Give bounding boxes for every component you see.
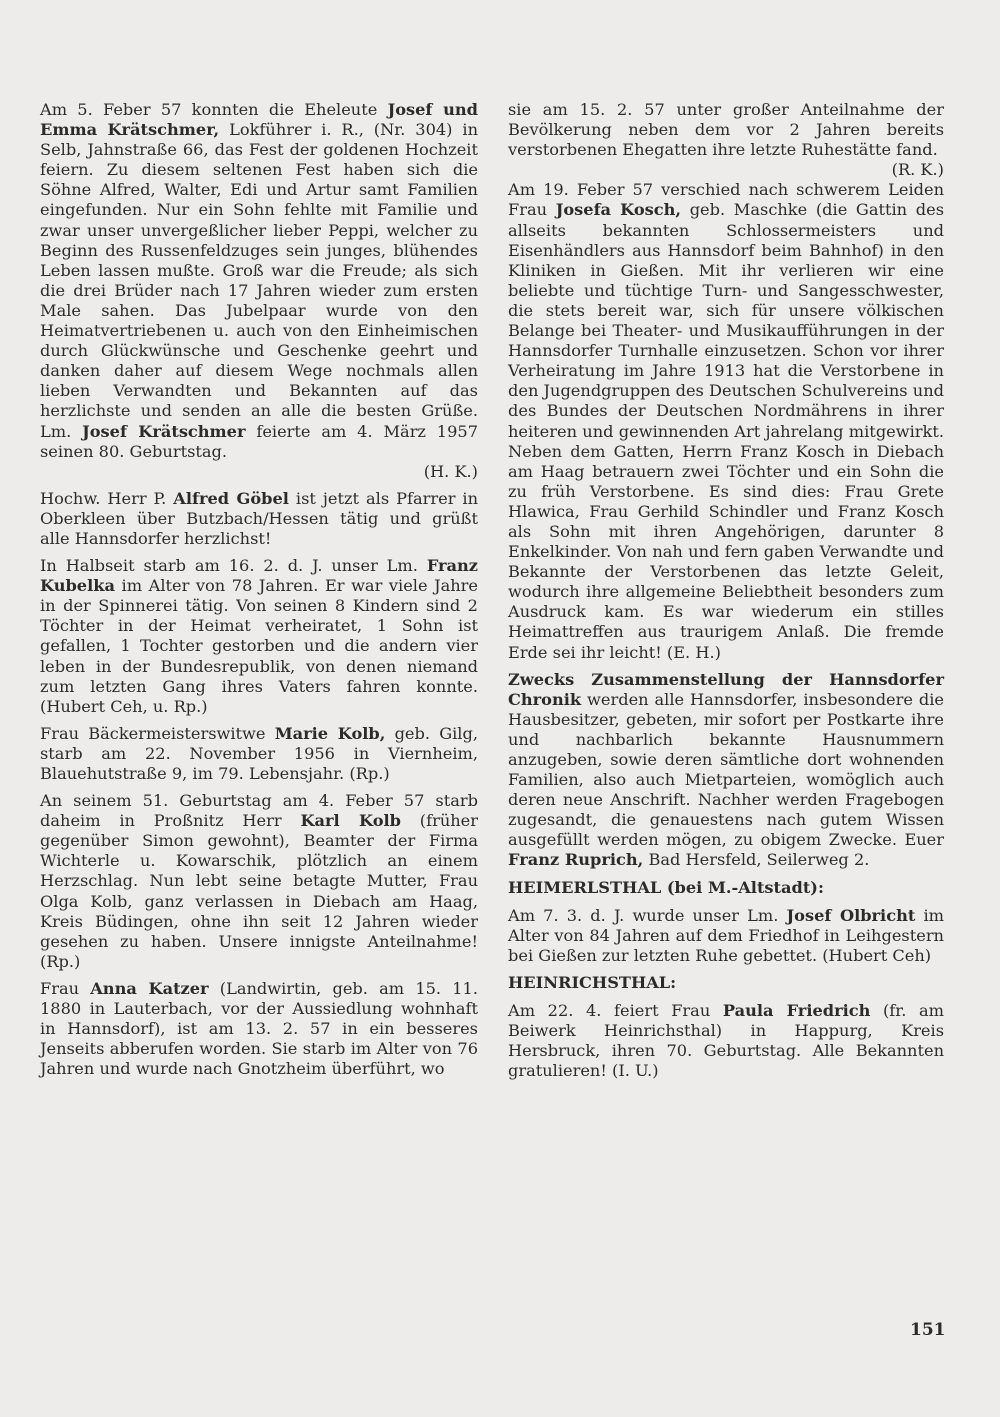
text: An seinem 51. Geburtstag am 4. Feber 57 starb daheim in Proßnitz Herr (40, 791, 478, 831)
text: Frau Bäckermeisterswitwe (40, 723, 275, 743)
article-kubelka (40, 556, 478, 717)
name: Alfred Göbel (173, 488, 289, 508)
name: Josef Krätschmer (82, 421, 246, 441)
text: im Alter von 84 Jahren auf dem Friedhof in Leihgestern bei Gießen zur letzten Ruhe gebettet. (Hubert Ceh) (508, 905, 944, 965)
text: geb. Maschke (die Gattin des allseits bekannten Schlossermeisters und Eisenhändlers aus Hannsdorf beim Bahnhof) in den Kliniken in Gießen. Mit ihr verlieren wir eine beliebte und tüchtige Turn- und Sangesschwester, die stets bereit war, sich für unsere völkischen Belange bei Theater- und Musikaufführungen in der Hannsdorfer Turnhalle einzusetzen. Schon vor ihrer Verheiratung im Jahre 1913 hat die Verstorbene in den Jugendgruppen des Deutschen Schulvereins und des Bundes der Deutschen Nordmährens in ihrer heiteren und gewinnenden Art jahrelang mitgewirkt. Neben dem Gatten, Herrn Franz Kosch in Diebach am Haag betrauern zwei Töchter und ein Sohn die zu früh Verstorbene. Es sind dies: Frau Grete Hlawica, Frau Gerhild Schindler und Franz Kosch als Sohn mit ihren Angehörigen, darunter 8 Enkelkinder. Von nah und fern gaben Verwandte und Bekannte der Verstorbenen das letzte Geleit, wodurch ihre allgemeine Beliebtheit besonders zum Ausdruck kam. Es war wiederum ein stilles Heimattreffen aus traurigem Anlaß. Die fremde Erde sei ihr leicht! (E. H.) (508, 200, 945, 662)
article-kraetschmer (40, 100, 478, 482)
text: Hochw. Herr P. (40, 488, 174, 508)
text: feierte am 4. März 1957 seinen 80. Geburtstag. (40, 421, 478, 461)
text: geb. Gilg, starb am 22. November 1956 in Viernheim, Blauehutstraße 9, im 79. Lebensjahr. (Rp.) (40, 723, 478, 783)
text: (Landwirtin, geb. am 15. 11. 1880 in Lauterbach, vor der Aussiedlung wohnhaft in Hannsdorf), ist am 13. 2. 57 in ein besseres Jenseits abberufen worden. Sie starb im Alter von 76 Jahren und wurde nach Gnotzheim überführt, wo (40, 978, 478, 1079)
section-heading: HEIMERLSTHAL (bei M.-Altstadt): (508, 877, 824, 897)
article-katzer (40, 979, 478, 1079)
name: Marie Kolb, (274, 723, 386, 743)
text: In Halbseit starb am 16. 2. d. J. unser Lm. (40, 556, 427, 576)
article-goebel (40, 489, 478, 549)
name: Josef Olbricht (786, 905, 916, 925)
article-friedrich (508, 1001, 944, 1081)
article-olbricht (508, 906, 944, 966)
name: Franz Ruprich, (508, 850, 644, 870)
name: Anna Katzer (90, 978, 209, 998)
text: ist jetzt als Pfarrer in Oberkleen über Butzbach/Hessen tätig und grüßt alle Hannsdorfer herzlichst! (40, 488, 479, 548)
text: Lokführer i. R., (Nr. 304) in Selb, Jahnstraße 66, das Fest der goldenen Hochzeit feiern. Zu diesem seltenen Fest haben sich die Söhne Alfred, Walter, Edi und Artur samt Familien eingefunden. Nur ein Sohn fehlte mit Familie und zwar unser unvergeßlicher lieber Peppi, welcher zu Beginn des Russenfeldzuges sein junges, blühendes Leben lassen mußte. Groß war die Freude; als sich die drei Brüder nach 17 Jahren wieder zum ersten Male sahen. Das Jubelpaar wurde von den Heimatvertriebenen u. auch von den Einheimischen durch Glückwünsche und Geschenke geehrt und danken daher auf diesem Wege nochmals allen lieben Verwandten und Bekannten auf das herzlichste und senden an alle die besten Grüße. Lm. (40, 120, 479, 441)
signature: (R. K.) (891, 160, 944, 180)
article-chronik (508, 670, 944, 871)
article-katzer-continued (508, 100, 944, 180)
right-column (508, 100, 944, 1088)
left-column (40, 100, 478, 1086)
signature: (H. K.) (423, 461, 478, 481)
name: Paula Friedrich (722, 1000, 871, 1020)
text: sie am 15. 2. 57 unter großer Anteilnahme der Bevölkerung neben dem vor 2 Jahren bereits verstorbenen Ehegatten ihre letzte Ruhestätte fand. (508, 100, 944, 160)
text: Bad Hersfeld, Seilerweg 2. (643, 850, 870, 870)
name: Josefa Kosch, (555, 200, 682, 220)
article-marie-kolb (40, 724, 478, 784)
text: Am 5. Feber 57 konnten die Eheleute (40, 100, 388, 119)
text: im Alter von 78 Jahren. Er war viele Jahre in der Spinnerei tätig. Von seinen 8 Kindern sind 2 Töchter in der Heimat verheiratet, 1 Sohn ist gefallen, 1 Tochter gestorben und die andern vier leben in der Bundesrepublik, von denen niemand zum letzten Gang ihres Vaters fahren konnte. (Hubert Ceh, u. Rp.) (40, 576, 478, 716)
name: Karl Kolb (300, 811, 401, 831)
text: werden alle Hannsdorfer, insbesondere die Hausbesitzer, gebeten, mir sofort per Postkarte ihre und nachbarlich bekannte Hausnummern anzugeben, sowie deren sämtliche dort wohnenden Familien, also auch Mietparteien, womöglich auch deren neue Anschrift. Nachher werden Fragebogen zugesandt, die genauestens nach gutem Wissen ausgefüllt werden mögen, zu obigem Zwecke. Euer (508, 689, 944, 850)
article-kosch (508, 180, 944, 662)
text: Am 7. 3. d. J. wurde unser Lm. (508, 905, 787, 925)
page-number: 151 (910, 1320, 946, 1340)
text: (fr. am Beiwerk Heinrichsthal) in Happurg, Kreis Hersbruck, ihren 70. Geburtstag. Alle Bekannten gratulieren! (I. U.) (508, 1000, 945, 1081)
text: (früher gegenüber Simon gewohnt), Beamter der Firma Wichterle u. Kowarschik, plötzlich an einem Herzschlag. Nun lebt seine betagte Mutter, Frau Olga Kolb, ganz verlassen in Diebach am Haag, Kreis Büdingen, ohne ihn seit 12 Jahren wieder gesehen zu haben. Unsere innigste Anteilnahme! (Rp.) (40, 811, 479, 971)
text: Am 22. 4. feiert Frau (508, 1000, 723, 1020)
text: Am 19. Feber 57 verschied nach schwerem Leiden Frau (508, 180, 944, 220)
article-karl-kolb (40, 791, 478, 972)
section-heading: HEINRICHSTHAL: (508, 972, 677, 992)
name: Josef und Emma Krätschmer, (40, 100, 478, 140)
text: Frau (40, 978, 91, 998)
name: Franz Kubelka (40, 556, 478, 596)
lead: Zwecks Zusammenstellung der Hannsdorfer Chronik (508, 669, 944, 709)
